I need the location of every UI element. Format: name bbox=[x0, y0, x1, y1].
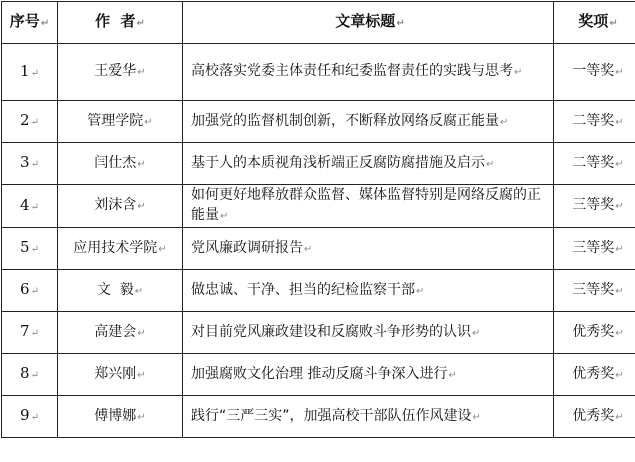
cell-author bbox=[58, 143, 183, 185]
cell-seq-text: 4 bbox=[20, 195, 30, 214]
paragraph-mark: ↵ bbox=[30, 244, 39, 255]
cell-title bbox=[183, 354, 554, 396]
cell-title-text: 基于人的本质视角浅析端正反腐防腐措施及启示 bbox=[191, 154, 485, 171]
paragraph-mark: ↵ bbox=[30, 159, 39, 170]
cell-title-text: 加强腐败文化治理 推动反腐斗争深入进行 bbox=[191, 365, 448, 382]
table-row bbox=[2, 270, 635, 312]
paragraph-mark: ↵ bbox=[137, 201, 146, 212]
cell-title bbox=[183, 270, 554, 312]
table-row bbox=[2, 101, 635, 143]
cell-author bbox=[58, 44, 183, 101]
cell-award bbox=[554, 270, 635, 312]
cell-author-text: 管理学院 bbox=[87, 112, 144, 129]
paragraph-mark: ↵ bbox=[615, 67, 624, 78]
paragraph-mark: ↵ bbox=[615, 158, 624, 170]
cell-award bbox=[554, 185, 635, 228]
cell-author-text: 文 毅 bbox=[96, 281, 134, 298]
cell-award-text: 二等奖 bbox=[572, 154, 615, 171]
paragraph-mark: ↵ bbox=[158, 243, 167, 255]
paragraph-mark: ↵ bbox=[137, 327, 146, 339]
cell-seq-text: 6 bbox=[20, 280, 30, 298]
cell-seq bbox=[2, 228, 58, 270]
cell-seq-text: 1 bbox=[20, 61, 30, 80]
cell-title-text: 加强党的监督机制创新，不断释放网络反腐正能量 bbox=[191, 112, 499, 129]
paragraph-mark: ↵ bbox=[615, 285, 624, 297]
cell-title-text: 高校落实党委主体责任和纪委监督责任的实践与思考 bbox=[191, 63, 513, 79]
cell-seq bbox=[2, 270, 58, 312]
cell-award bbox=[554, 312, 635, 354]
cell-title bbox=[183, 312, 554, 354]
table-row bbox=[2, 312, 635, 354]
cell-award bbox=[554, 101, 635, 143]
cell-title-text: 党风廉政调研报告 bbox=[191, 239, 303, 256]
cell-seq-text: 8 bbox=[20, 364, 30, 382]
cell-author bbox=[58, 185, 183, 228]
awards-document bbox=[1, 1, 633, 438]
table-row bbox=[2, 44, 635, 101]
cell-award-text: 优秀奖 bbox=[572, 407, 615, 424]
awards-table bbox=[1, 1, 635, 438]
cell-title bbox=[183, 396, 554, 438]
paragraph-mark: ↵ bbox=[30, 201, 39, 213]
paragraph-mark: ↵ bbox=[137, 158, 146, 170]
table-row bbox=[2, 354, 635, 396]
cell-author-text: 应用技术学院 bbox=[73, 239, 158, 256]
cell-award bbox=[554, 143, 635, 185]
table-row bbox=[2, 143, 635, 185]
header-title: 文章标题↵ bbox=[183, 2, 554, 44]
table-row bbox=[2, 185, 635, 228]
paragraph-mark: ↵ bbox=[137, 411, 146, 423]
cell-seq-text: 5 bbox=[20, 238, 30, 256]
paragraph-mark: ↵ bbox=[514, 67, 523, 78]
header-author: 作 者↵ bbox=[58, 2, 183, 44]
paragraph-mark: ↵ bbox=[30, 412, 39, 423]
paragraph-mark: ↵ bbox=[137, 67, 146, 78]
cell-author-text: 刘沫含 bbox=[94, 197, 137, 213]
cell-award-text: 三等奖 bbox=[572, 197, 615, 213]
paragraph-mark: ↵ bbox=[615, 411, 624, 423]
paragraph-mark: ↵ bbox=[472, 411, 481, 423]
paragraph-mark: ↵ bbox=[220, 211, 229, 222]
paragraph-mark: ↵ bbox=[486, 158, 495, 170]
table-row bbox=[2, 228, 635, 270]
paragraph-mark: ↵ bbox=[609, 18, 618, 29]
cell-seq-text: 3 bbox=[20, 153, 30, 171]
paragraph-mark: ↵ bbox=[144, 116, 153, 128]
cell-seq-text: 2 bbox=[20, 111, 30, 129]
header-seq: 序号↵ bbox=[2, 2, 58, 44]
cell-seq bbox=[2, 185, 58, 228]
cell-seq bbox=[2, 143, 58, 185]
paragraph-mark: ↵ bbox=[30, 67, 39, 79]
cell-author-text: 郑兴刚 bbox=[94, 365, 137, 382]
cell-author-text: 傅博娜 bbox=[94, 407, 137, 424]
cell-author bbox=[58, 101, 183, 143]
paragraph-mark: ↵ bbox=[448, 369, 457, 381]
cell-award bbox=[554, 354, 635, 396]
cell-seq bbox=[2, 396, 58, 438]
cell-author-text: 王爱华 bbox=[94, 63, 137, 79]
cell-author bbox=[58, 228, 183, 270]
cell-award-text: 三等奖 bbox=[572, 239, 615, 256]
cell-title-text: 做忠诚、干净、担当的纪检监察干部 bbox=[191, 281, 415, 298]
cell-award bbox=[554, 228, 635, 270]
paragraph-mark: ↵ bbox=[30, 286, 39, 297]
cell-award-text: 优秀奖 bbox=[572, 365, 615, 382]
header-award: 奖项↵ bbox=[554, 2, 635, 44]
paragraph-mark: ↵ bbox=[304, 243, 313, 255]
paragraph-mark: ↵ bbox=[136, 18, 145, 29]
cell-title bbox=[183, 101, 554, 143]
paragraph-mark: ↵ bbox=[615, 369, 624, 381]
cell-title-text: 如何更好地释放群众监督、媒体监督特别是网络反腐的正能量 bbox=[191, 187, 541, 223]
paragraph-mark: ↵ bbox=[615, 243, 624, 255]
paragraph-mark: ↵ bbox=[396, 18, 405, 29]
cell-title bbox=[183, 44, 554, 101]
cell-seq-text: 7 bbox=[20, 322, 30, 340]
cell-author-text: 闫仕杰 bbox=[94, 154, 137, 171]
cell-seq bbox=[2, 44, 58, 101]
paragraph-mark: ↵ bbox=[615, 201, 624, 212]
cell-author-text: 高建会 bbox=[94, 323, 137, 340]
paragraph-mark: ↵ bbox=[500, 116, 509, 128]
paragraph-mark: ↵ bbox=[30, 370, 39, 381]
paragraph-mark: ↵ bbox=[30, 328, 39, 339]
cell-award-text: 一等奖 bbox=[572, 63, 615, 79]
paragraph-mark: ↵ bbox=[615, 116, 624, 128]
cell-title-text: 对目前党风廉政建设和反腐败斗争形势的认识 bbox=[191, 323, 471, 340]
cell-award-text: 三等奖 bbox=[572, 281, 615, 298]
cell-author bbox=[58, 270, 183, 312]
header-row bbox=[2, 2, 635, 44]
table-row bbox=[2, 396, 635, 438]
paragraph-mark: ↵ bbox=[30, 117, 39, 128]
paragraph-mark: ↵ bbox=[137, 369, 146, 381]
cell-title bbox=[183, 185, 554, 228]
cell-title-text: 践行“三严三实”，加强高校干部队伍作风建设 bbox=[191, 407, 472, 424]
cell-award-text: 优秀奖 bbox=[572, 323, 615, 340]
paragraph-mark: ↵ bbox=[615, 327, 624, 339]
paragraph-mark: ↵ bbox=[134, 285, 144, 297]
cell-award bbox=[554, 396, 635, 438]
cell-award bbox=[554, 44, 635, 101]
cell-seq-text: 9 bbox=[20, 406, 30, 424]
cell-seq bbox=[2, 101, 58, 143]
cell-author bbox=[58, 396, 183, 438]
cell-author bbox=[58, 354, 183, 396]
cell-title bbox=[183, 143, 554, 185]
cell-seq bbox=[2, 354, 58, 396]
cell-seq bbox=[2, 312, 58, 354]
cell-award-text: 二等奖 bbox=[572, 112, 615, 129]
paragraph-mark: ↵ bbox=[40, 18, 50, 29]
paragraph-mark: ↵ bbox=[472, 327, 481, 339]
cell-title bbox=[183, 228, 554, 270]
cell-author bbox=[58, 312, 183, 354]
paragraph-mark: ↵ bbox=[416, 285, 425, 297]
